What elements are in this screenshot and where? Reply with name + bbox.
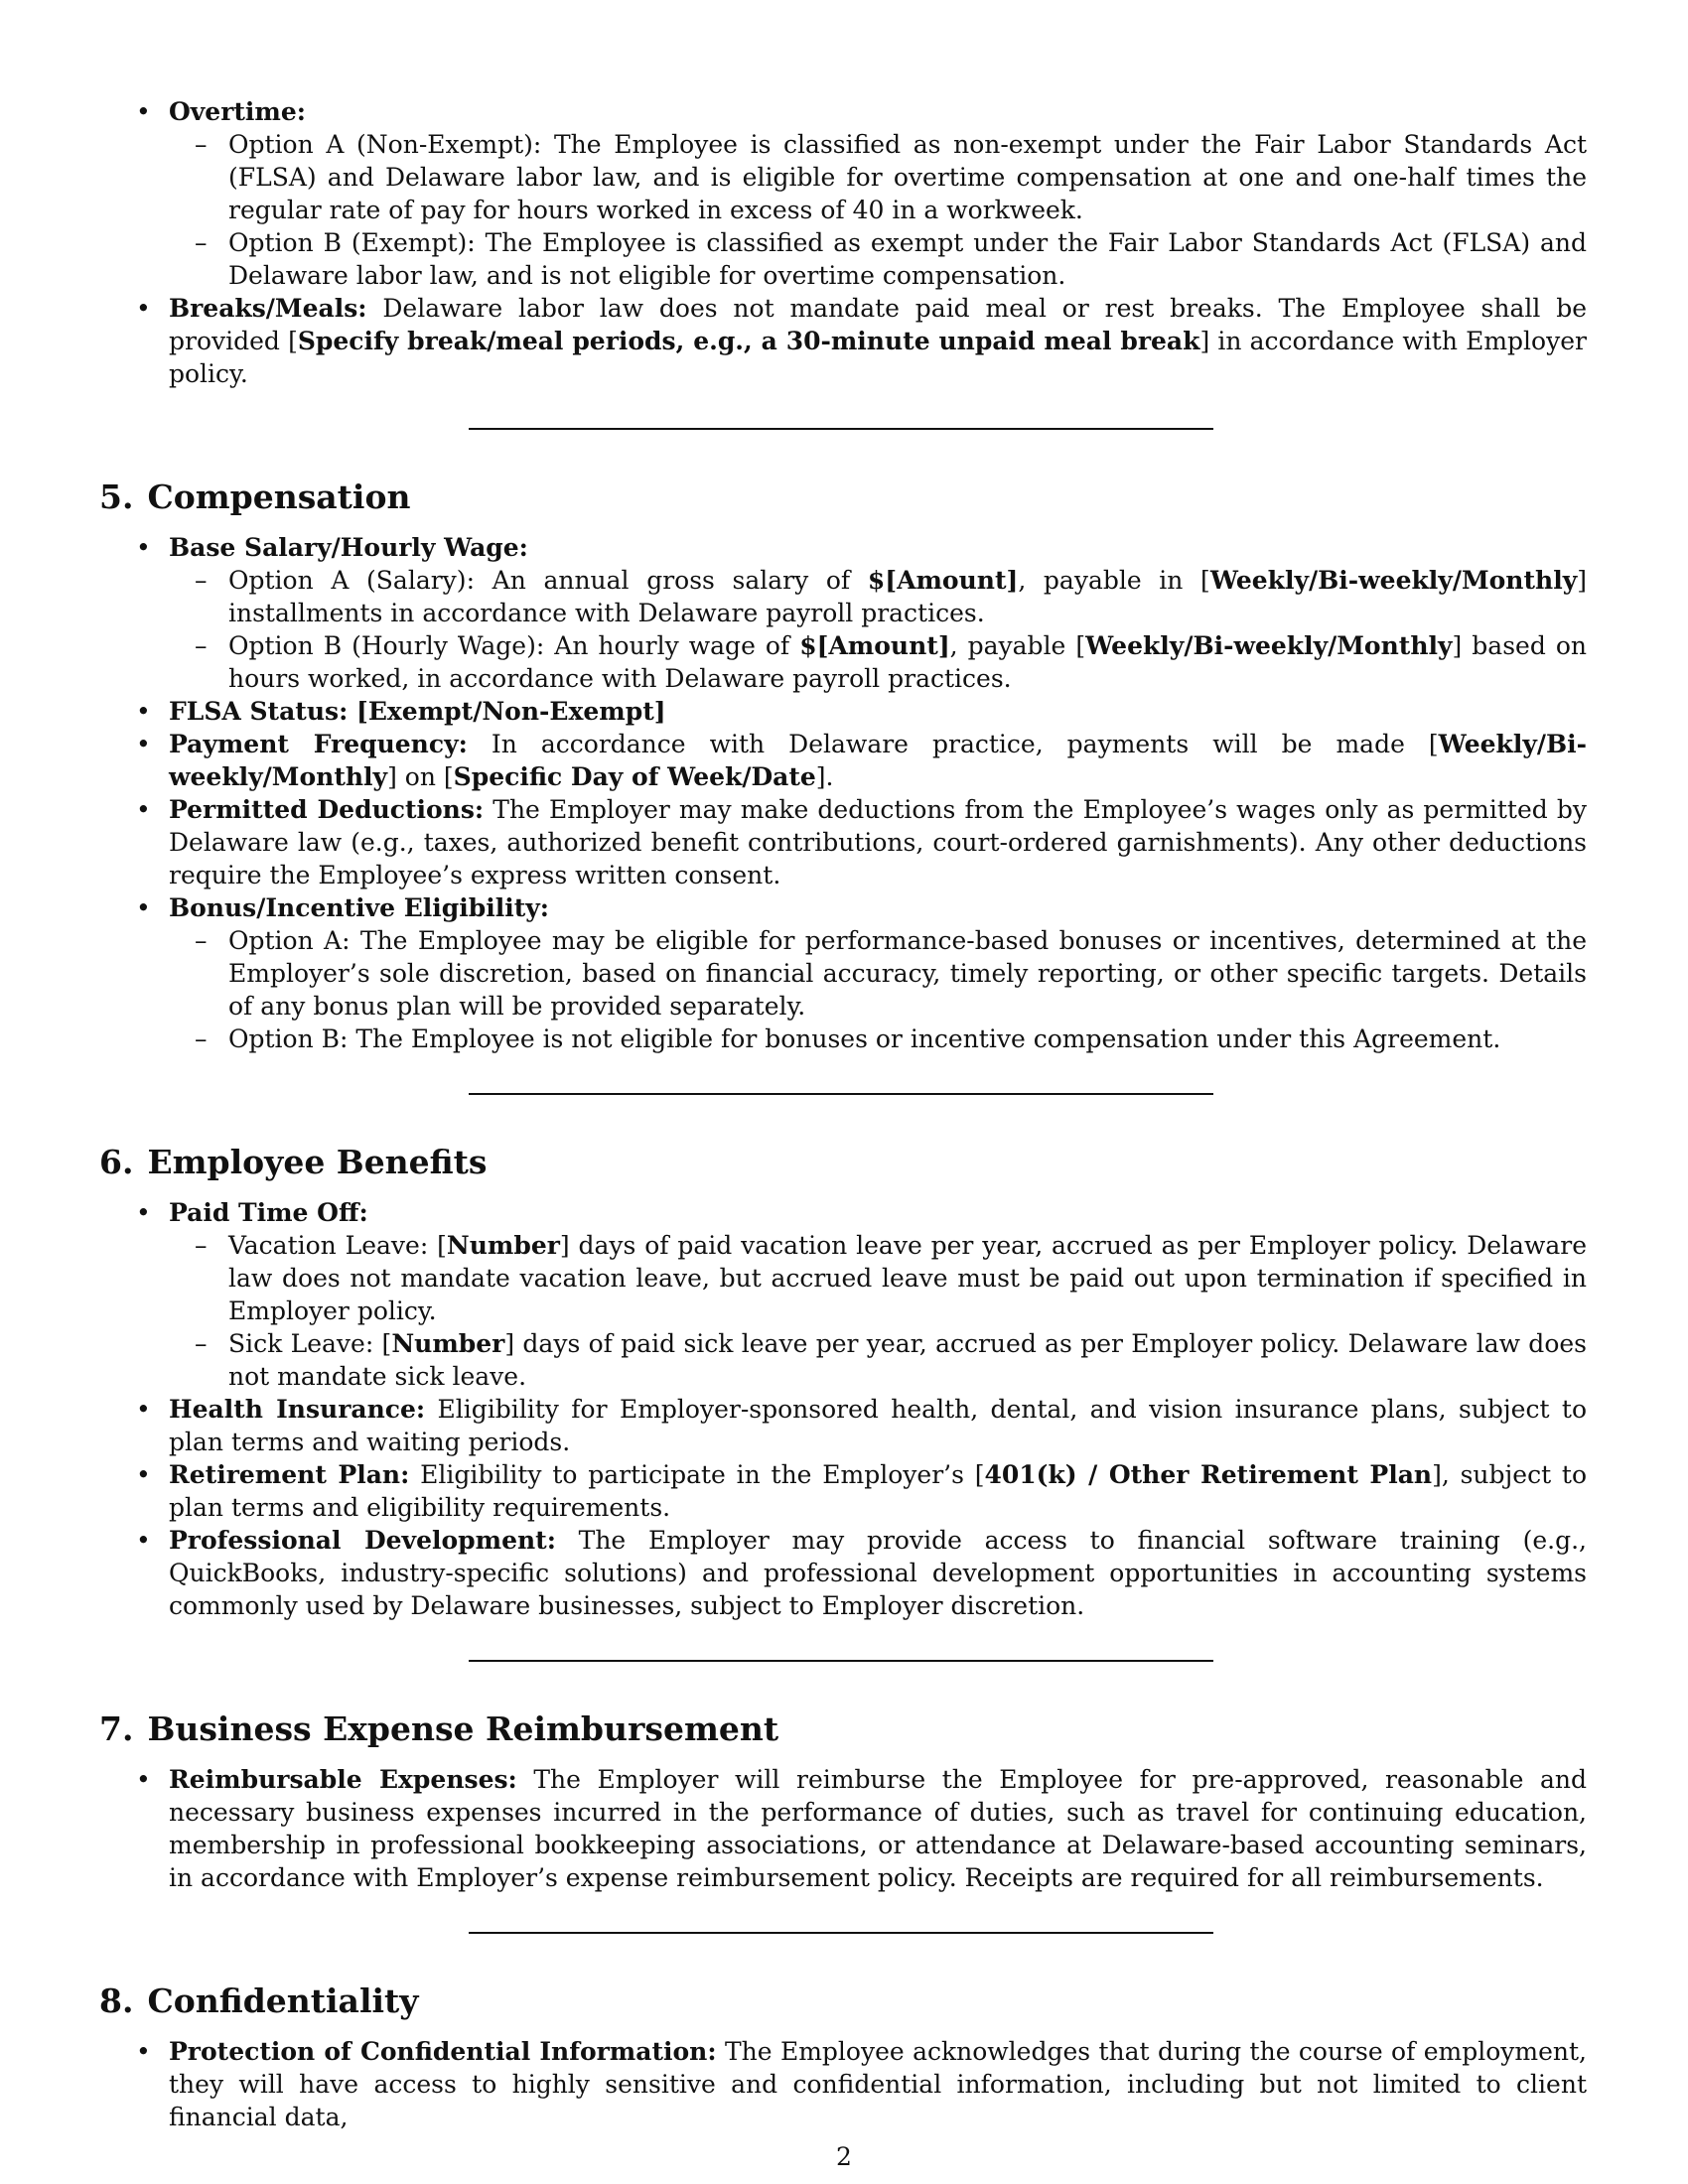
salary-a-text-3: ] installments in accordance with Delaware payroll practices. (228, 566, 1587, 627)
salary-b-text-2: , payable [ (949, 631, 1086, 660)
payment-frequency-text-3: ]. (815, 762, 834, 791)
reimbursement-list (99, 1763, 1587, 1894)
continued-list (99, 95, 1587, 390)
benefits-list (99, 1196, 1587, 1622)
retirement-text-2: ], subject to plan terms and eligibility requirements. (169, 1460, 1587, 1522)
health-insurance-item (99, 1393, 1587, 1458)
reimbursable-expenses-item (99, 1763, 1587, 1894)
vacation-text-1: Vacation Leave: [ (228, 1231, 447, 1260)
payment-frequency-item (99, 728, 1587, 793)
document-body (99, 95, 1587, 2133)
confidential-info-text: The Employee acknowledges that during the course of employment, they will have access to highly sensitive and confidential information, including but not limited to client financial data, (169, 2037, 1587, 2131)
professional-development-label: Professional Development: (169, 1526, 556, 1555)
health-insurance-text: Eligibility for Employer-sponsored health, dental, and vision insurance plans, subject to plan terms and waiting periods. (169, 1395, 1587, 1456)
pto-options (169, 1229, 1587, 1393)
confidential-info-label: Protection of Confidential Information: (169, 2037, 717, 2066)
confidential-info-item (99, 2035, 1587, 2133)
salary-b-text-1: Option B (Hourly Wage): An hourly wage of (228, 631, 800, 660)
salary-b-amount: $[Amount] (799, 631, 950, 660)
payment-frequency-label: Payment Frequency: (169, 730, 468, 758)
breaks-placeholder: Specify break/meal periods, e.g., a 30-minute unpaid meal break (297, 327, 1200, 355)
deductions-item (99, 793, 1587, 891)
overtime-option-a: – Option A (Non-Exempt): The Employee is classified as non-exempt under the Fair Labor Standards Act (FLSA) and Delaware labor law, and is eligible for overtime compensation at one and one-half times the regular rate of pay for hours worked in excess of 40 in a workweek. (169, 128, 1587, 226)
retirement-plan-label: Retirement Plan: (169, 1460, 410, 1489)
vacation-leave (169, 1229, 1587, 1327)
overtime-options (169, 128, 1587, 292)
section-heading-confidentiality (99, 1981, 1587, 2021)
section-heading-reimbursement (99, 1709, 1587, 1749)
section-title: Confidentiality (147, 1981, 419, 2020)
pto-item (99, 1196, 1587, 1393)
salary-a-amount: $[Amount] (867, 566, 1019, 595)
vacation-text-2: ] days of paid vacation leave per year, accrued as per Employer policy. Delaware law does not mandate vacation leave, but accrued leave must be paid out upon termination if specified in Employer policy. (228, 1231, 1587, 1325)
breaks-text-2: ] in accordance with Employer policy. (169, 327, 1587, 388)
flsa-status-item (99, 695, 1587, 728)
salary-b-text-3: ] based on hours worked, in accordance with Delaware payroll practices. (228, 631, 1587, 693)
bonus-item (99, 891, 1587, 1055)
health-insurance-label: Health Insurance: (169, 1395, 426, 1424)
deductions-text: The Employer may make deductions from the Employee’s wages only as permitted by Delaware law (e.g., taxes, authorized benefit contributions, court-ordered garnishments). Any other deductions require the Employee’s express written consent. (169, 795, 1587, 889)
bonus-option-a: – Option A: The Employee may be eligible for performance-based bonuses or incentives, determined at the Employer’s sole discretion, based on financial accuracy, timely reporting, or other specific targets. Details of any bonus plan will be provided separately. (169, 924, 1587, 1023)
payment-frequency-text-2: ] on [ (387, 762, 454, 791)
reimbursable-expenses-label: Reimbursable Expenses: (169, 1765, 517, 1794)
payment-day-value: Specific Day of Week/Date (453, 762, 816, 791)
breaks-label: Breaks/Meals: (169, 294, 367, 323)
sick-leave (169, 1327, 1587, 1393)
retirement-plan-value: 401(k) / Other Retirement Plan (984, 1460, 1433, 1489)
vacation-number: Number (446, 1231, 560, 1260)
section-title: Employee Benefits (147, 1143, 488, 1181)
bonus-option-b: – Option B: The Employee is not eligible for bonuses or incentive compensation under this Agreement. (169, 1023, 1587, 1055)
base-salary-item (99, 531, 1587, 695)
sick-text-1: Sick Leave: [ (228, 1329, 392, 1358)
professional-development-item (99, 1524, 1587, 1622)
breaks-text-1: Delaware labor law does not mandate paid meal or rest breaks. The Employee shall be provided [ (169, 294, 1587, 355)
breaks-item (99, 292, 1587, 390)
section-divider (469, 1093, 1213, 1095)
section-number: 7. (99, 1709, 134, 1748)
sick-text-2: ] days of paid sick leave per year, accrued as per Employer policy. Delaware law does not mandate sick leave. (228, 1329, 1587, 1391)
salary-b-frequency: Weekly/Bi-weekly/Monthly (1085, 631, 1453, 660)
section-divider (469, 1932, 1213, 1934)
bonus-options (169, 924, 1587, 1055)
section-number: 8. (99, 1981, 134, 2020)
salary-a-text-1: Option A (Salary): An annual gross salary of (228, 566, 868, 595)
retirement-plan-item (99, 1458, 1587, 1524)
section-divider (469, 428, 1213, 430)
overtime-option-b: – Option B (Exempt): The Employee is classified as exempt under the Fair Labor Standards Act (FLSA) and Delaware labor law, and is not eligible for overtime compensation. (169, 226, 1587, 292)
overtime-label: Overtime: (169, 97, 307, 126)
section-number: 5. (99, 478, 134, 516)
payment-frequency-text-1: In accordance with Delaware practice, payments will be made [ (467, 730, 1439, 758)
retirement-text-1: Eligibility to participate in the Employer’s [ (409, 1460, 985, 1489)
deductions-label: Permitted Deductions: (169, 795, 485, 824)
flsa-status-label: FLSA Status: [Exempt/Non-Exempt] (169, 697, 666, 726)
base-salary-label: Base Salary/Hourly Wage: (169, 533, 528, 562)
section-title: Business Expense Reimbursement (147, 1709, 779, 1748)
section-heading-benefits (99, 1143, 1587, 1182)
section-number: 6. (99, 1143, 134, 1181)
overtime-item (99, 95, 1587, 292)
salary-a-frequency: Weekly/Bi-weekly/Monthly (1209, 566, 1578, 595)
salary-a-text-2: , payable in [ (1018, 566, 1210, 595)
professional-development-text: The Employer may provide access to financial software training (e.g., QuickBooks, industry-specific solutions) and professional development opportunities in accounting systems commonly used by Delaware businesses, subject to Employer discretion. (169, 1526, 1587, 1620)
salary-option-a (169, 564, 1587, 629)
section-divider (469, 1660, 1213, 1662)
section-heading-compensation (99, 478, 1587, 517)
payment-frequency-value: Weekly/Bi-weekly/Monthly (169, 730, 1587, 791)
compensation-list (99, 531, 1587, 1055)
sick-number: Number (391, 1329, 505, 1358)
base-salary-options (169, 564, 1587, 695)
section-title: Compensation (147, 478, 411, 516)
salary-option-b (169, 629, 1587, 695)
pto-label: Paid Time Off: (169, 1198, 368, 1227)
page-number: 2 (836, 2142, 852, 2171)
bonus-label: Bonus/Incentive Eligibility: (169, 893, 550, 922)
confidentiality-list (99, 2035, 1587, 2133)
reimbursable-expenses-text: The Employer will reimburse the Employee for pre-approved, reasonable and necessary business expenses incurred in the performance of duties, such as travel for continuing education, membership in professional bookkeeping associations, or attendance at Delaware-based accounting seminars, in accordance with Employer’s expense reimbursement policy. Receipts are required for all reimbursements. (169, 1765, 1587, 1892)
